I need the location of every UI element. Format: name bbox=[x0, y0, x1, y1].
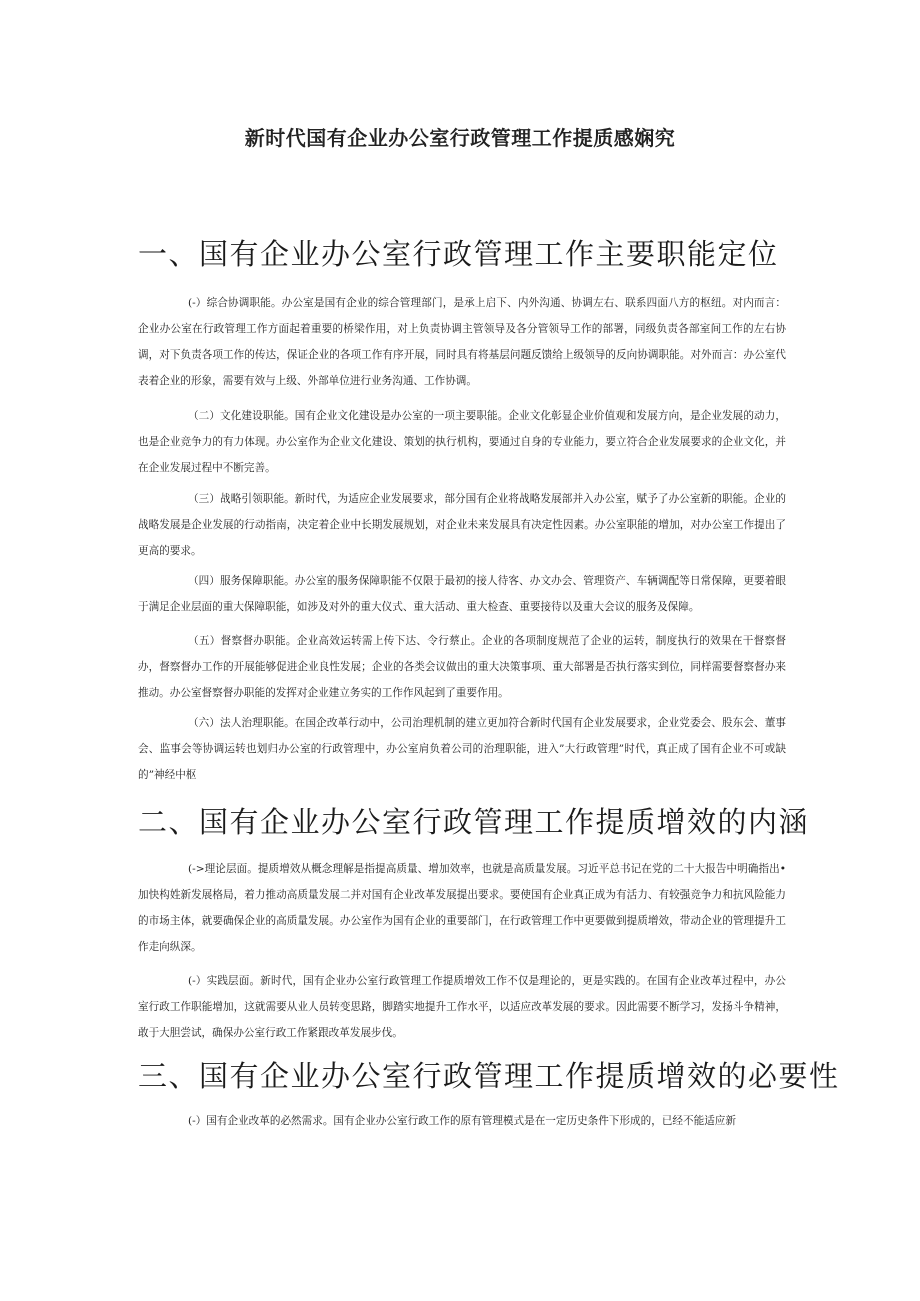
section-heading-3: 三、国有企业办公室行政管理工作提质增效的必要性 bbox=[138, 1059, 840, 1093]
paragraph-strategy: （三）战略引领职能。新时代，为适应企业发展要求，部分国有企业将战略发展部并入办公室，赋予了办公室新的职能。企业的战略发展是企业发展的行动指南，决定着企业中长期发展规划，对企业未来发展具有决定性因素。办公室职能的增加，对办公室工作提出了更高的要求。 bbox=[138, 493, 786, 557]
paragraph-governance: （六）法人治理职能。在国企改革行动中，公司治理机制的建立更加符合新时代国有企业发展要求，企业党委会、股东会、董事会、监事会等协调运转也划归办公室的行政管理中，办公室肩负着公司的治理职能，进入”大行政管理”时代，真正成了国有企业不可或缺的”神经中枢 bbox=[138, 717, 786, 781]
section-heading-1: 一、国有企业办公室行政管理工作主要职能定位 bbox=[138, 237, 779, 271]
paragraph-supervision: （五）督察督办职能。企业高效运转需上传下达、令行蔡止。企业的各项制度规范了企业的运转，制度执行的效果在干督察督办，督察督办工作的开展能够促进企业良性发展；企业的各类会议做出的重大决策事项、重大部署是否执行落实到位，同样需要督察督办来推动。办公室督察督办职能的发挥对企业建立务实的工作作风起到了重要作用。 bbox=[138, 635, 786, 699]
paragraph-practice: (-）实践层面。新时代，国有企业办公室行政管理工作提质增效工作不仅是理论的，更是实践的。在国有企业改革过程中，办公室行政工作职能增加，这就需要从业人员转变思路，脚踏实地提升工作水平，以适应改革发展的要求。因此需要不断学习，发扬斗争精神，敢于大胆尝试，确保办公室行政工作紧跟改革发展步伐。 bbox=[138, 975, 786, 1039]
document-title: 新时代国有企业办公室行政管理工作提质感娴究 bbox=[244, 126, 676, 150]
paragraph-culture: （二）文化建设职能。国有企业文化建设是办公室的一项主要职能。企业文化彰显企业价值观和发展方向，是企业发展的动力，也是企业竞争力的有力体现。办公室作为企业文化建设、策划的执行机构，要通过自身的专业能力，要立符合企业发展要求的企业文化，并在企业发展过程中不断完善。 bbox=[138, 410, 786, 474]
section-heading-2: 二、国有企业办公室行政管理工作提质增效的内涵 bbox=[138, 805, 810, 839]
paragraph-reform-need: (-）国有企业改革的必然需求。国有企业办公室行政工作的原有管理模式是在一定历史条件下形成的，已经不能适应新 bbox=[188, 1115, 736, 1127]
paragraph-theory: (->理论层面。提质增效从概念理解是指提高质量、增加效率，也就是高质量发展。习近平总书记在党的二十大报告中明确指出•加快构姓新发展格局，着力推动高质量发展二并对国有企业改革发展提出要求。要使国有企业真正成为有活力、有较强竞争力和抗风险能力的市场主体，就要确保企业的高质量发展。办公室作为国有企业的重要部门，在行政管理工作中更要做到提质增效，带动企业的管理提升工作走向纵深。 bbox=[138, 863, 786, 953]
paragraph-coordination: (-）综合协调职能。办公室是国有企业的综合管理部门，是承上启下、内外沟通、协调左右、联系四面八方的枢纽。对内而言：企业办公室在行政管理工作方面起着重要的桥梁作用，对上负责协调主管领导及各分管领导工作的部署，同级负责各部室间工作的左右协调，对下负责各项工作的传达，保证企业的各项工作有序开展，同时具有将基层问题反馈给上级领导的反向协调职能。对外而言：办公室代表着企业的形象，需要有效与上级、外部单位进行业务沟通、工作协调。 bbox=[138, 297, 786, 387]
paragraph-service: （四）服务保障职能。办公室的服务保障职能不仅限于最初的接人待客、办文办会、管理资产、车辆调配等日常保障，更要着眼于满足企业层面的重大保障职能，如涉及对外的重大仪式、重大活动、重大检查、重要接待以及重大会议的服务及保障。 bbox=[138, 575, 786, 613]
